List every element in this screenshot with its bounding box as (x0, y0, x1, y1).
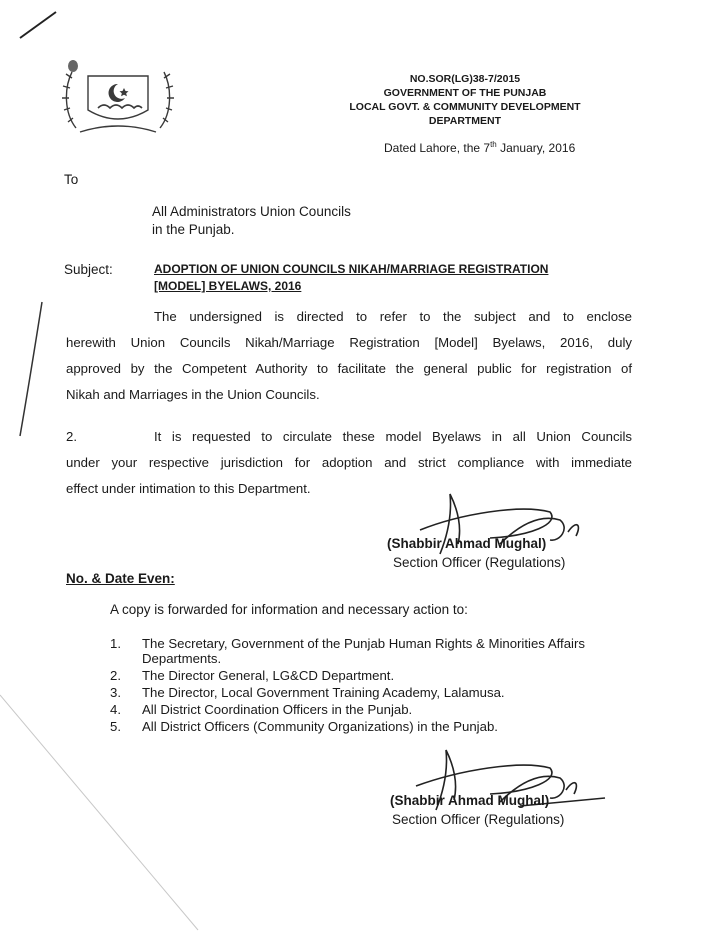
subject-label: Subject: (64, 262, 113, 277)
list-item-number: 2. (110, 668, 121, 683)
salutation-to: To (64, 172, 79, 187)
list-item-number: 5. (110, 719, 121, 734)
signatory-title: Section Officer (Regulations) (392, 812, 565, 827)
list-item (110, 719, 670, 734)
list-item (110, 668, 670, 683)
copy-heading: No. & Date Even: (66, 571, 175, 586)
copy-intro: A copy is forwarded for information and necessary action to: (110, 602, 468, 617)
subject-line1: ADOPTION OF UNION COUNCILS NIKAH/MARRIAGE REGISTRATION (154, 262, 549, 276)
list-item-text: All District Officers (Community Organizations) in the Punjab. (142, 719, 498, 734)
pen-mark-top-left (18, 10, 58, 40)
subject-line2: [MODEL] BYELAWS, 2016 (154, 279, 302, 293)
para2-line2: under your respective jurisdiction for adoption and strict compliance with immediate (66, 455, 632, 470)
para1-line1: The undersigned is directed to refer to the subject and to enclose (154, 309, 632, 324)
list-item-text-cont: Departments. (142, 651, 222, 666)
list-item-number: 1. (110, 636, 121, 651)
paragraph-1 (66, 304, 632, 408)
list-item (110, 702, 670, 717)
org-name-line3: DEPARTMENT (428, 115, 502, 127)
copy-list (110, 636, 670, 736)
list-item-text: The Director General, LG&CD Department. (142, 668, 395, 683)
recipient-line1: All Administrators Union Councils (152, 204, 351, 219)
para1-line4: Nikah and Marriages in the Union Councils. (66, 387, 320, 402)
para1-line2: herewith Union Councils Nikah/Marriage Registration [Model] Byelaws, 2016, duly (66, 335, 632, 350)
list-item (110, 685, 670, 700)
para1-line3: approved by the Competent Authority to facilitate the general public for registration of (66, 361, 632, 376)
signature-icon (400, 740, 610, 820)
signatory-title: Section Officer (Regulations) (393, 555, 566, 570)
list-item-text: All District Coordination Officers in the Punjab. (142, 702, 413, 717)
list-item-number: 3. (110, 685, 121, 700)
list-item-text: The Secretary, Government of the Punjab Human Rights & Minorities Affairs (142, 636, 585, 651)
para2-number: 2. (66, 429, 77, 444)
signatory-name: (Shabbir Ahmad Mughal) (387, 536, 547, 551)
recipient-line2: in the Punjab. (152, 222, 235, 237)
list-item-text: The Director, Local Government Training Academy, Lalamusa. (142, 685, 505, 700)
list-item (110, 636, 670, 666)
list-item-number: 4. (110, 702, 121, 717)
org-name-line1: GOVERNMENT OF THE PUNJAB (383, 87, 547, 99)
signature-icon (400, 484, 600, 564)
para2-line1: It is requested to circulate these model Byelaws in all Union Councils (154, 429, 632, 444)
reference-number: NO.SOR(LG)38-7/2015 (409, 73, 521, 85)
org-name-line2: LOCAL GOVT. & COMMUNITY DEVELOPMENT (349, 101, 581, 113)
para2-line3: effect under intimation to this Department. (66, 481, 311, 496)
punjab-emblem-icon (58, 58, 178, 140)
pen-mark-margin (16, 300, 46, 440)
letter-date: Dated Lahore, the 7th January, 2016 (384, 140, 576, 155)
signatory-name: (Shabbir Ahmad Mughal) (390, 793, 550, 808)
